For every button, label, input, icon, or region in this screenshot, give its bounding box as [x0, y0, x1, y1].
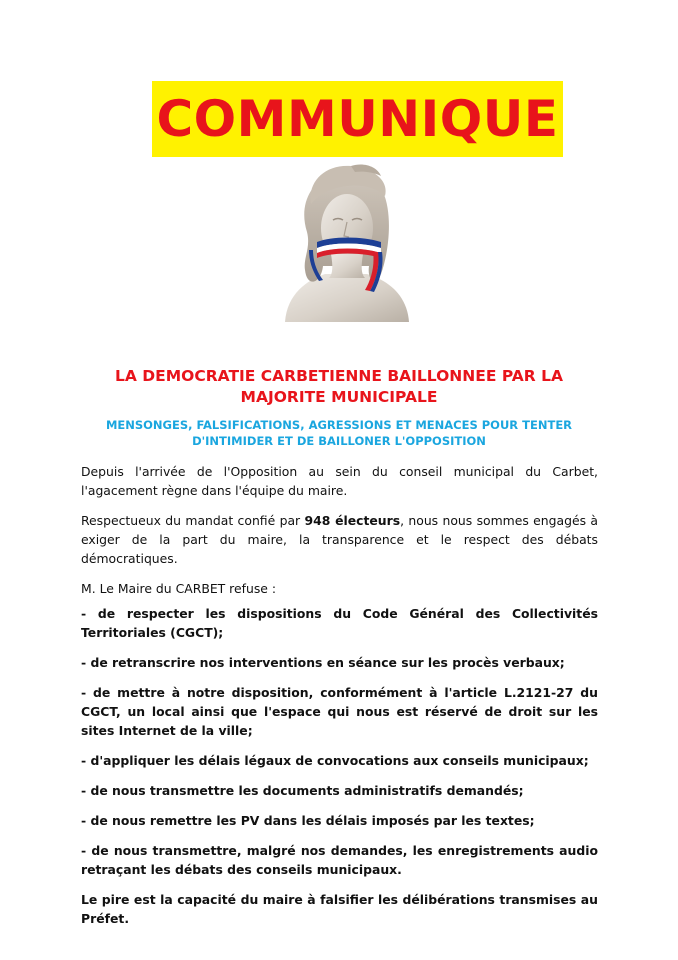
voter-count: 948 électeurs — [304, 513, 401, 528]
headline: LA DEMOCRATIE CARBETIENNE BAILLONNEE PAR LA MAJORITE MUNICIPALE — [115, 367, 563, 406]
refusal-item: - de mettre à notre disposition, conformément à l'article L.2121-27 du CGCT, un local ainsi que l'espace qui nous est réservé de droit sur les sites Internet de la ville; — [81, 685, 598, 738]
refusal-item: - de retranscrire nos interventions en séance sur les procès verbaux; — [81, 655, 565, 670]
refusal-item: - de respecter les dispositions du Code Général des Collectivités Territoriales (CGCT); — [81, 606, 598, 640]
refusal-item: - de nous transmettre, malgré nos demandes, les enregistrements audio retraçant les débats des conseils municipaux. — [81, 843, 598, 877]
refuses-intro: M. Le Maire du CARBET refuse : — [81, 581, 277, 596]
marianne-bust-icon — [277, 162, 415, 322]
refusal-item: - de nous remettre les PV dans les délais imposés par les textes; — [81, 813, 535, 828]
subheadline: MENSONGES, FALSIFICATIONS, AGRESSIONS ET MENACES POUR TENTER D'INTIMIDER ET DE BAILLONER L'OPPOSITION — [105, 418, 573, 448]
gagged-marianne-bust-image — [277, 162, 415, 322]
intro-paragraph: Depuis l'arrivée de l'Opposition au sein du conseil municipal du Carbet, l'agacement règne dans l'équipe du maire. — [81, 464, 598, 498]
title-banner — [152, 81, 563, 157]
communique-body — [81, 462, 598, 939]
conclusion-paragraph: Le pire est la capacité du maire à falsifier les délibérations transmises au Préfet. — [81, 892, 598, 926]
refusal-item: - de nous transmettre les documents administratifs demandés; — [81, 783, 524, 798]
mandate-paragraph — [81, 511, 598, 568]
mandate-text-start: Respectueux du mandat confié par — [81, 513, 305, 528]
mandate-text-end: , nous nous sommes engagés à exiger de la part du maire, la transparence et le respect des débats démocratiques. — [81, 513, 599, 566]
refusal-item: - d'appliquer les délais légaux de convocations aux conseils municipaux; — [81, 753, 589, 768]
page-title: COMMUNIQUE — [156, 90, 559, 148]
